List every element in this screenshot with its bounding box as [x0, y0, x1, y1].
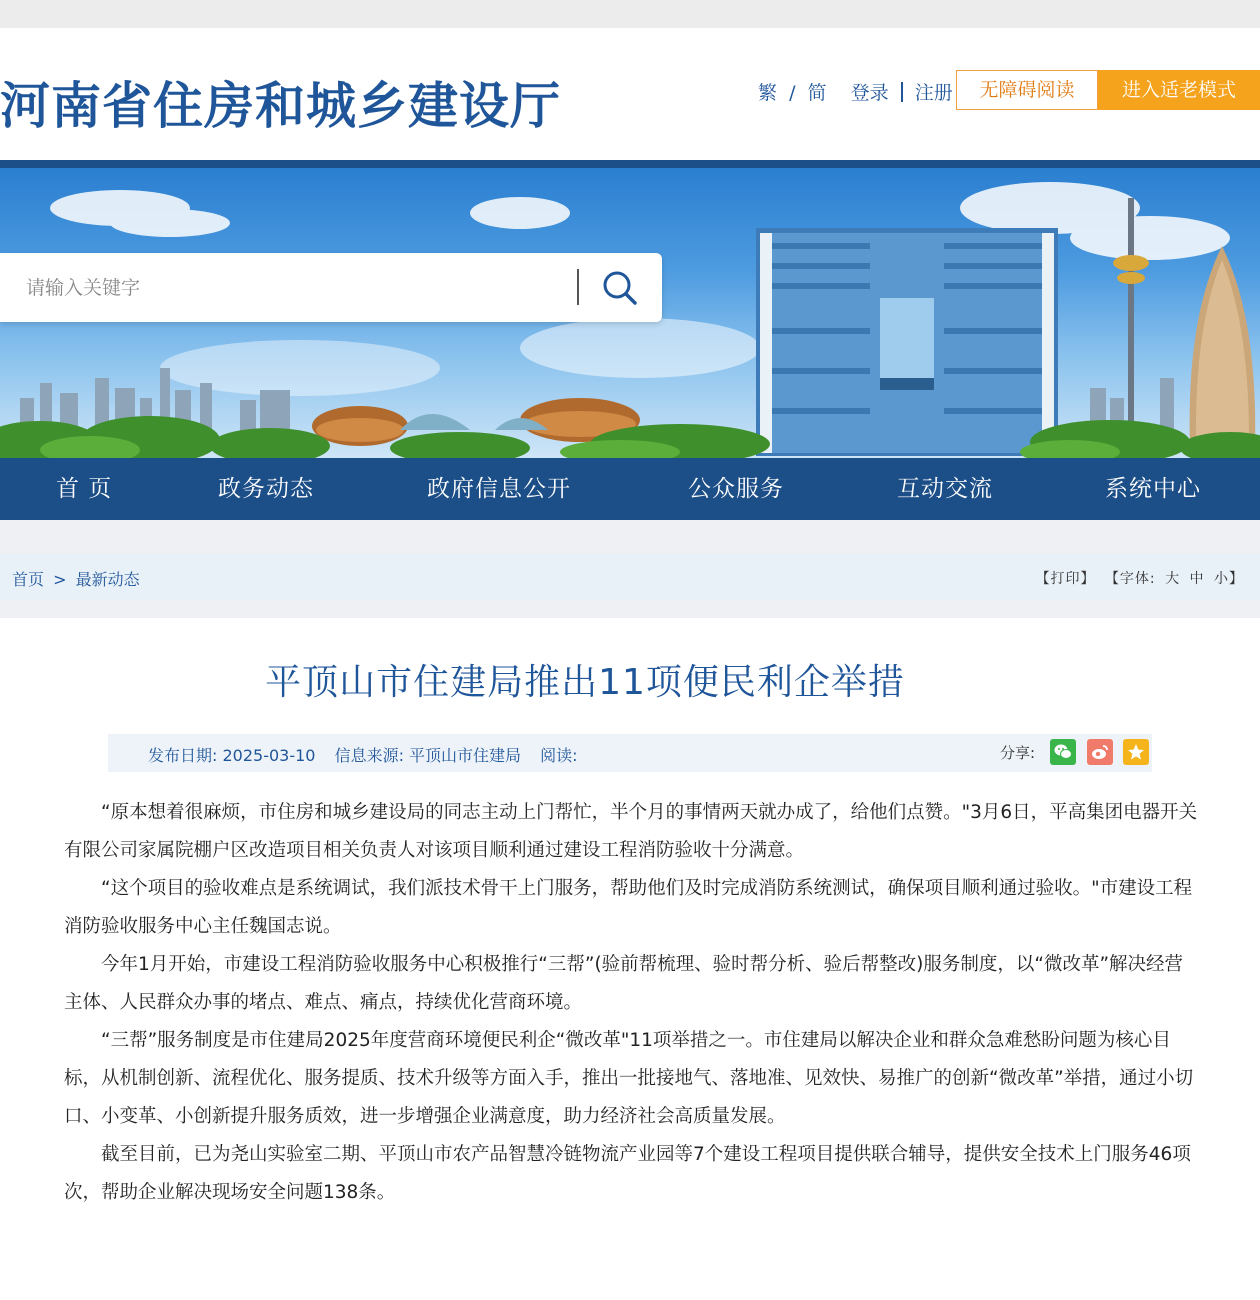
article-paragraph: “三帮”服务制度是市住建局2025年度营商环境便民利企“微改革"11项举措之一。市住建局以解决企业和群众急难愁盼问题为核心目标，从机制创新、流程优化、服务提质、技术升级等方面入手，推出一批接地气、落地准、见效快、易推广的创新“微改革”举措，通过小切口、小变革、小创新提升服务质效，进一步增强企业满意度，助力经济社会高质量发展。	[64, 1030, 1194, 1127]
accessible-reading-button[interactable]: 无障碍阅读	[956, 70, 1098, 110]
site-header	[0, 28, 1260, 160]
login-link[interactable]: 登录	[850, 82, 889, 104]
read-count: 阅读:	[540, 746, 578, 765]
search-icon	[595, 265, 643, 311]
page-tools	[1033, 568, 1246, 588]
elder-mode-button[interactable]: 进入适老模式	[1098, 70, 1260, 110]
breadcrumb-current[interactable]: 最新动态	[75, 570, 140, 589]
lang-simplified-link[interactable]: 简	[807, 82, 827, 104]
article-paragraph: 截至目前，已为尧山实验室二期、平顶山市农产品智慧冷链物流产业园等7个建设工程项目提供联合辅导，提供安全技术上门服务46项次，帮助企业解决现场安全问题138条。	[64, 1144, 1191, 1203]
font-medium-link[interactable]: 中	[1189, 571, 1205, 587]
nav-info-disclosure[interactable]: 政府信息公开	[427, 476, 571, 502]
top-strip	[0, 0, 1260, 28]
breadcrumb-bar	[0, 554, 1260, 600]
font-small-link[interactable]: 小】	[1214, 571, 1244, 587]
search-divider	[577, 269, 579, 305]
site-title[interactable]: 河南省住房和城乡建设厅	[0, 76, 561, 135]
nav-system-center[interactable]: 系统中心	[1105, 476, 1201, 502]
font-size-label: 【字体:	[1104, 571, 1156, 587]
article-container	[0, 618, 1260, 1300]
lang-separator: /	[789, 82, 796, 104]
breadcrumb-separator: >	[53, 570, 67, 589]
breadcrumb	[12, 567, 140, 590]
share-bar	[1000, 739, 1149, 767]
article-paragraph: “这个项目的验收难点是系统调试，我们派技术骨干上门服务，帮助他们及时完成消防系统测试，确保项目顺利通过验收。"市建设工程消防验收服务中心主任魏国志说。	[64, 878, 1193, 937]
breadcrumb-home[interactable]: 首页	[12, 570, 45, 589]
article-paragraph: “原本想着很麻烦，市住房和城乡建设局的同志主动上门帮忙，半个月的事情两天就办成了，给他们点赞。"3月6日，平高集团电器开关有限公司家属院棚户区改造项目相关负责人对该项目顺利通过建设工程消防验收十分满意。	[64, 802, 1198, 861]
print-link[interactable]: 【打印】	[1035, 571, 1096, 587]
font-large-link[interactable]: 大	[1165, 571, 1181, 587]
search-input[interactable]	[26, 253, 566, 322]
search-button[interactable]	[595, 265, 643, 311]
lang-traditional-link[interactable]: 繁	[758, 82, 778, 104]
article-meta	[108, 734, 1152, 772]
info-source: 信息来源: 平顶山市住建局	[334, 746, 522, 765]
nav-home[interactable]: 首 页	[56, 476, 113, 502]
weibo-icon[interactable]	[1087, 739, 1113, 765]
register-link[interactable]: 注册	[914, 82, 953, 104]
link-divider	[901, 82, 903, 102]
nav-interaction[interactable]: 互动交流	[897, 476, 993, 502]
header-links	[758, 78, 953, 105]
search-box	[0, 253, 662, 322]
nav-government-news[interactable]: 政务动态	[218, 476, 314, 502]
share-label: 分享:	[1000, 744, 1036, 762]
main-nav	[0, 458, 1260, 520]
article-paragraph: 今年1月开始，市建设工程消防验收服务中心积极推行“三帮”(验前帮梳理、验时帮分析、验后帮整改)服务制度，以“微改革”解决经营主体、人民群众办事的堵点、难点、痛点，持续优化营商环境。	[64, 954, 1184, 1013]
wechat-icon[interactable]	[1050, 739, 1076, 765]
article-body	[64, 794, 1198, 1212]
article-title: 平顶山市住建局推出11项便民利企举措	[265, 662, 905, 703]
star-icon[interactable]	[1123, 739, 1149, 765]
publish-date: 发布日期: 2025-03-10	[148, 746, 316, 765]
meta-info	[148, 743, 592, 766]
nav-public-service[interactable]: 公众服务	[688, 476, 784, 502]
